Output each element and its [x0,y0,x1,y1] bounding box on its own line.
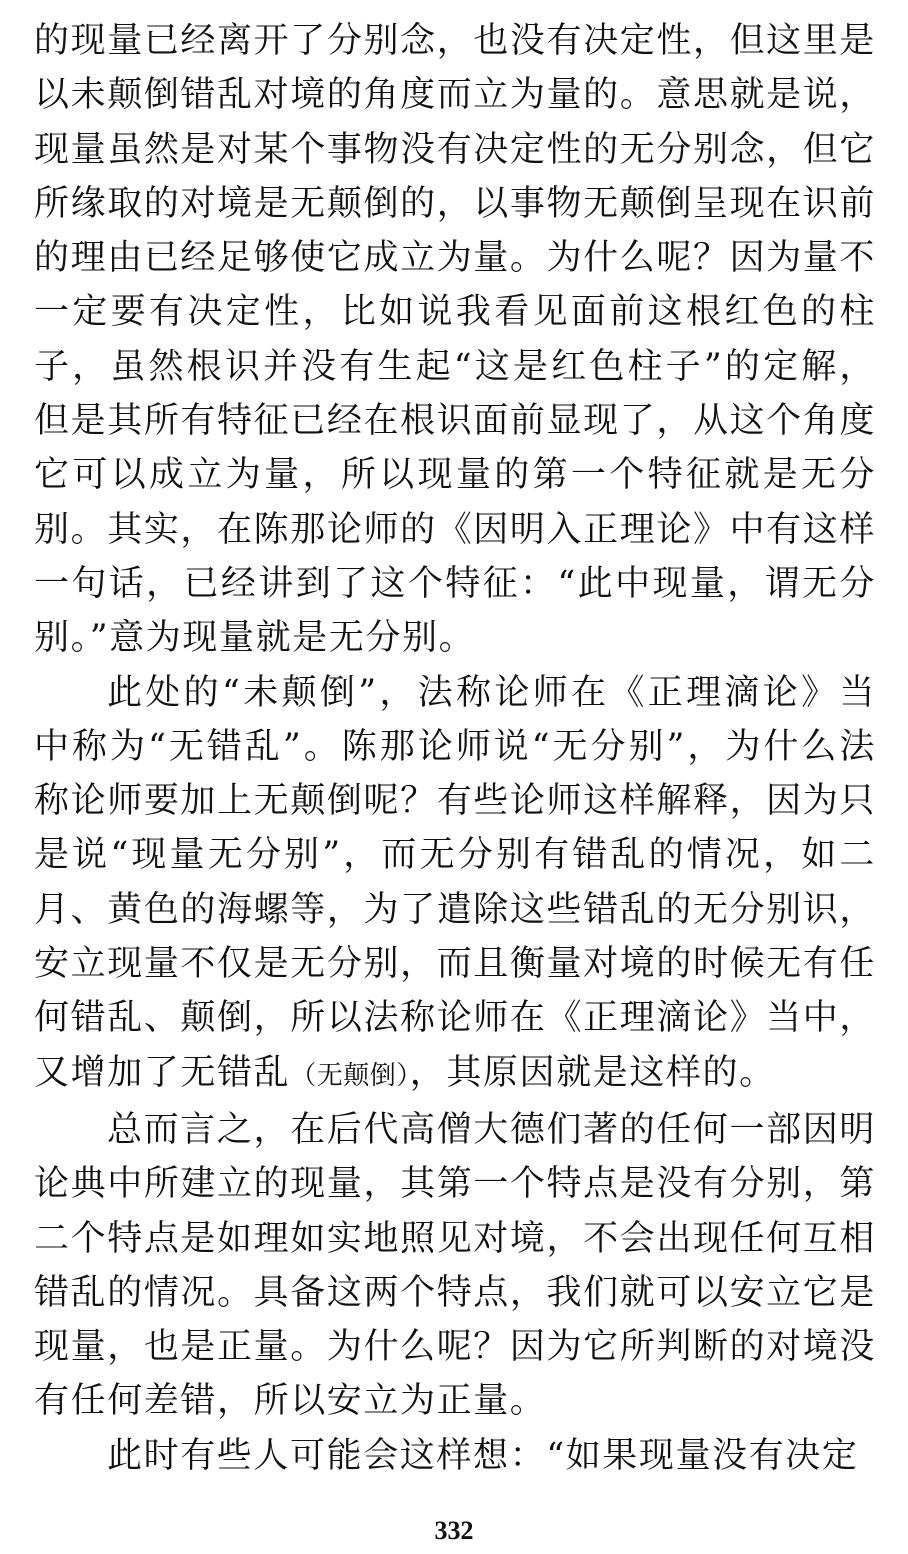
paragraph-1: 的现量已经离开了分别念，也没有决定性，但这里是以未颠倒错乱对境的角度而立为量的。意思就是说，现量虽然是对某个事物没有决定性的无分别念，但它所缘取的对境是无颠倒的，以事物无颠倒呈现在识前的理由已经足够使它成立为量。为什么呢？因为量不一定要有决定性，比如说我看见面前这根红色的柱子，虽然根识并没有生起“这是红色柱子”的定解，但是其所有特征已经在根识面前显现了，从这个角度它可以成立为量，所以现量的第一个特征就是无分别。其实，在陈那论师的《因明入正理论》中有这样一句话，已经讲到了这个特征：“此中现量，谓无分别。”意为现量就是无分别。 [34,21,876,659]
inline-note: （无颠倒） [290,1060,410,1091]
paragraph-2-text-before: 此处的“未颠倒”，法称论师在《正理滴论》当中称为“无错乱”。陈那论师说“无分别”，为什么法称论师要加上无颠倒呢？有些论师这样解释，因为只是说“现量无分别”，而无分别有错乱的情况，如二月、黄色的海螺等，为了遣除这些错乱的无分别识，安立现量不仅是无分别，而且衡量对境的时候无有任何错乱、颠倒，所以法称论师在《正理滴论》当中，又增加了无错乱 [34,672,876,1093]
paragraph-2-text-after: ，其原因就是这样的。 [409,1052,776,1093]
page-body [34,14,876,1483]
paragraph-3: 总而言之，在后代高僧大德们著的任何一部因明论典中所建立的现量，其第一个特点是没有分别，第二个特点是如理如实地照见对境，不会出现任何互相错乱的情况。具备这两个特点，我们就可以安立它是现量，也是正量。为什么呢？因为它所判断的对境没有任何差错，所以安立为正量。 [34,1109,876,1422]
paragraph-4: 此时有些人可能会这样想：“如果现量没有决定 [107,1435,859,1476]
paragraph-2 [34,666,876,1103]
page-number: 332 [434,1516,474,1545]
